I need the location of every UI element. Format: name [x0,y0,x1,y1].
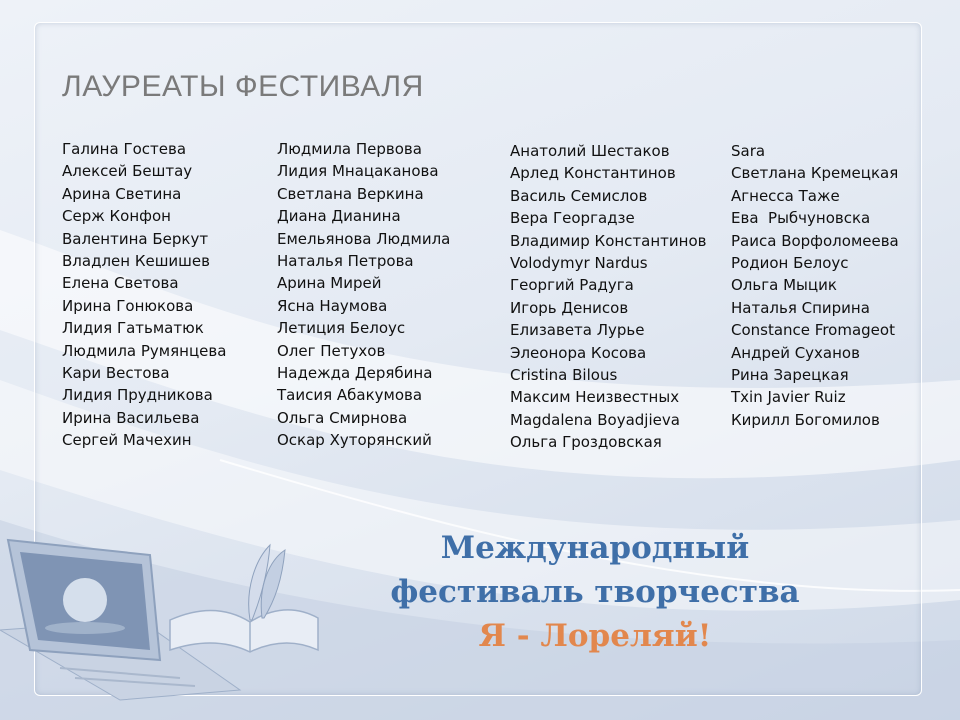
laureates-column-2 [277,138,450,451]
list-item: Constance Fromageot [731,321,895,340]
list-item: Раиса Ворфоломеева [731,231,899,250]
laptop-book-illustration [0,500,330,720]
list-item: Вера Георгадзе [510,209,635,228]
list-item: Наталья Петрова [277,251,414,270]
list-item: Георгий Радуга [510,276,634,295]
laureates-column-3 [510,140,706,453]
list-item: Андрей Суханов [731,343,860,362]
list-item: Василь Семислов [510,186,648,205]
list-item: Людмила Румянцева [62,341,227,360]
list-item: Ольга Гроздовская [510,433,662,452]
list-item: Рина Зарецкая [731,365,849,384]
list-item: Светлана Кремецкая [731,164,899,183]
list-item: Елизавета Лурье [510,321,645,340]
list-item: Владлен Кешишев [62,251,210,270]
list-item: Диана Дианина [277,207,401,226]
laureates-column-4 [731,140,899,431]
list-item: Ева Рыбчуновска [731,209,871,228]
festival-line-1: Международный [440,530,750,566]
page-title: ЛАУРЕАТЫ ФЕСТИВАЛЯ [62,70,424,103]
list-item: Ирина Гонюкова [62,296,194,315]
list-item: Светлана Веркина [277,184,424,203]
list-item: Элеонора Косова [510,343,647,362]
list-item: Емельянова Людмила [277,229,451,248]
list-item: Сергей Мачехин [62,431,192,450]
list-item: Txin Javier Ruiz [731,388,846,407]
list-item: Валентина Беркут [62,229,209,248]
list-item: Алексей Бештау [62,162,193,181]
list-item: Ирина Васильева [62,408,200,427]
laureates-column-1 [62,138,226,451]
list-item: Ольга Смирнова [277,408,408,427]
list-item: Елена Светова [62,274,179,293]
list-item: Игорь Денисов [510,298,629,317]
list-item: Олег Петухов [277,341,386,360]
list-item: Sara [731,142,766,160]
list-item: Агнесса Таже [731,186,840,205]
list-item: Надежда Дерябина [277,363,433,382]
list-item: Кари Вестова [62,363,170,382]
list-item: Таисия Абакумова [277,386,423,405]
list-item: Кирилл Богомилов [731,410,880,429]
list-item: Magdalena Boyadjieva [510,410,680,429]
list-item: Максим Неизвестных [510,388,680,407]
list-item: Ясна Наумова [277,296,388,315]
list-item: Лидия Гатьматюк [62,319,204,338]
list-item: Лидия Прудникова [62,386,213,405]
festival-line-2: фестиваль творчества [390,574,800,610]
list-item: Арина Светина [62,184,182,203]
festival-line-3: Я - Лореляй! [478,618,712,654]
list-item: Арлед Константинов [510,164,676,183]
list-item: Родион Белоус [731,253,849,272]
list-item: Владимир Константинов [510,231,707,250]
list-item: Серж Конфон [62,207,171,226]
list-item: Летиция Белоус [277,319,406,338]
list-item: Лидия Мнацаканова [277,162,439,181]
list-item: Оскар Хуторянский [277,431,432,450]
list-item: Галина Гостева [62,140,187,158]
list-item: Наталья Спирина [731,298,870,317]
list-item: Ольга Мыцик [731,276,837,295]
list-item: Cristina Bilous [510,365,618,384]
list-item: Volodymyr Nardus [510,253,648,272]
festival-name [345,526,845,658]
list-item: Арина Мирей [277,274,382,293]
list-item: Анатолий Шестаков [510,142,670,160]
list-item: Людмила Первова [277,140,422,158]
